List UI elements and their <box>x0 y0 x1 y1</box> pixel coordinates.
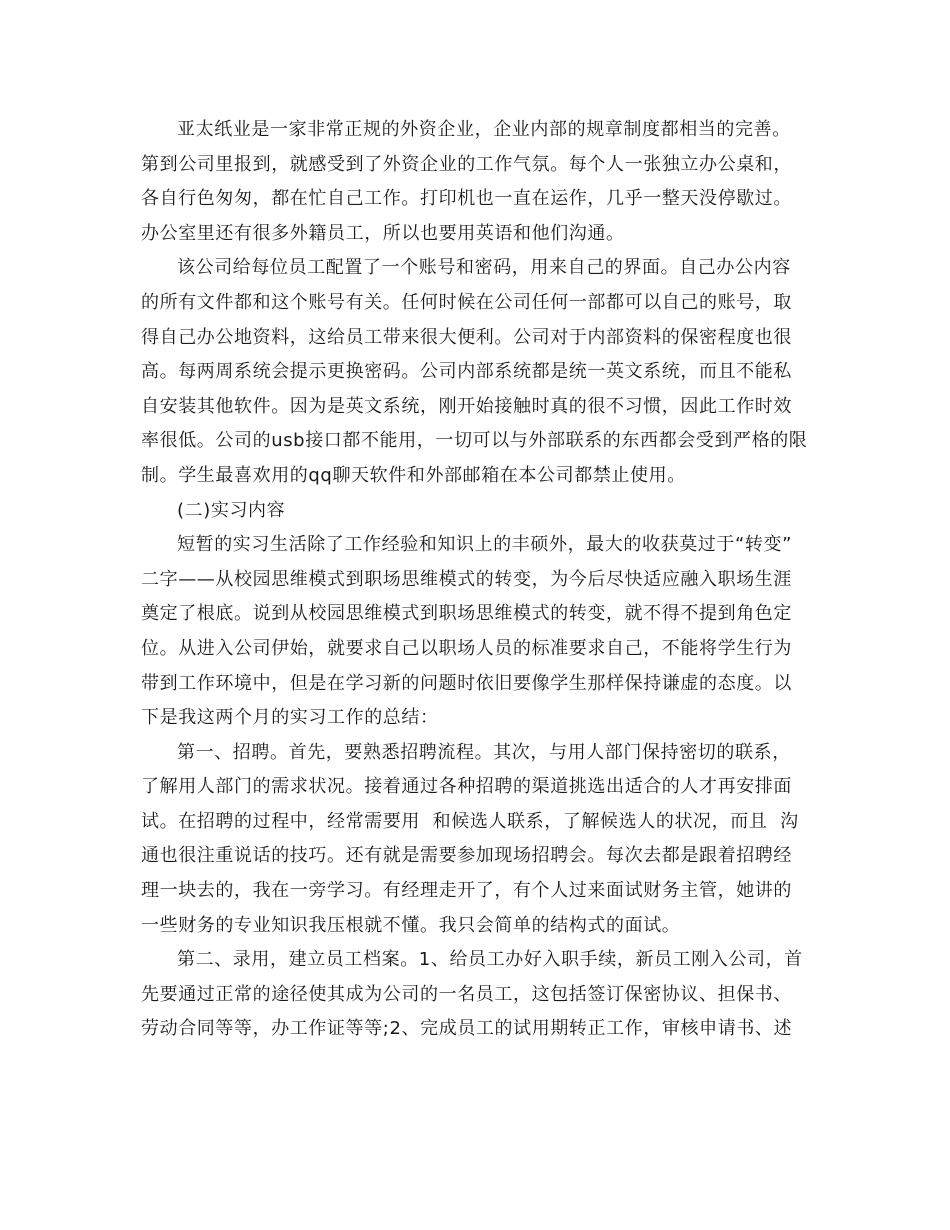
paragraph <box>141 251 831 493</box>
text-line: 了解用人部门的需求状况。接着通过各种招聘的渠道挑选出适合的人才再安排面 <box>141 776 792 798</box>
paragraph <box>141 736 831 944</box>
paragraph <box>141 528 831 736</box>
text-line: 制。学生最喜欢用的qq聊天软件和外部邮箱在本公司都禁止使用。 <box>141 464 686 486</box>
paragraph <box>141 113 831 251</box>
text-line: 第到公司里报到，就感受到了外资企业的工作气氛。每个人一张独立办公桌和， <box>141 153 792 175</box>
text-line: 通也很注重说话的技巧。还有就是需要参加现场招聘会。每次去都是跟着招聘经 <box>141 845 792 867</box>
text-line: 劳动合同等等，办工作证等等;2、完成员工的试用期转正工作，审核申请书、述 <box>141 1018 793 1040</box>
text-line: 第二、录用，建立员工档案。1、给员工办好入职手续，新员工刚入公司，首 <box>177 949 803 971</box>
text-line: 短暂的实习生活除了工作经验和知识上的丰硕外，最大的收获莫过于“转变” <box>177 534 793 556</box>
text-line: 二字——从校园思维模式到职场思维模式的转变，为今后尽快适应融入职场生涯 <box>141 568 792 590</box>
text-line: 高。每两周系统会提示更换密码。公司内部系统都是统一英文系统，而且不能私 <box>141 361 792 383</box>
text-line: 奠定了根底。说到从校园思维模式到职场思维模式的转变，就不得不提到角色定 <box>141 603 792 625</box>
text-line: 先要通过正常的途径使其成为公司的一名员工，这包括签订保密协议、担保书、 <box>141 983 792 1005</box>
text-line: 该公司给每位员工配置了一个账号和密码，用来自己的界面。自己办公内容 <box>177 257 791 279</box>
section-heading <box>141 494 831 529</box>
text-line: 自安装其他软件。因为是英文系统，刚开始接触时真的很不习惯，因此工作时效 <box>141 395 792 417</box>
text-line: 办公室里还有很多外籍员工，所以也要用英语和他们沟通。 <box>141 222 625 244</box>
text-line: 带到工作环境中，但是在学习新的问题时依旧要像学生那样保持谦虚的态度。以 <box>141 672 792 694</box>
text-line: 第一、招聘。首先，要熟悉招聘流程。其次，与用人部门保持密切的联系， <box>177 741 791 763</box>
text-line: 各自行色匆匆，都在忙自己工作。打印机也一直在运作，几乎一整天没停歇过。 <box>141 188 792 210</box>
text-line: 亚太纸业是一家非常正规的外资企业，企业内部的规章制度都相当的完善。 <box>177 119 791 140</box>
text-line: 率很低。公司的usb接口都不能用，一切可以与外部联系的东西都会受到严格的限 <box>141 430 808 452</box>
heading-line: (二)实习内容 <box>177 499 286 521</box>
text-line: 位。从进入公司伊始，就要求自己以职场人员的标准要求自己，不能将学生行为 <box>141 637 792 659</box>
text-line: 一些财务的专业知识我压根就不懂。我只会简单的结构式的面试。 <box>141 914 681 936</box>
text-line: 试。在招聘的过程中，经常需要用 和候选人联系，了解候选人的状况，而且 沟 <box>141 810 799 832</box>
text-line: 理一块去的，我在一旁学习。有经理走开了，有个人过来面试财务主管，她讲的 <box>141 880 792 902</box>
text-line: 得自己办公地资料，这给员工带来很大便利。公司对于内部资料的保密程度也很 <box>141 326 792 348</box>
text-line: 的所有文件都和这个账号有关。任何时候在公司任何一部都可以自己的账号，取 <box>141 291 792 313</box>
document-body <box>141 113 831 1047</box>
paragraph <box>141 943 831 1047</box>
text-line: 下是我这两个月的实习工作的总结： <box>141 707 439 729</box>
